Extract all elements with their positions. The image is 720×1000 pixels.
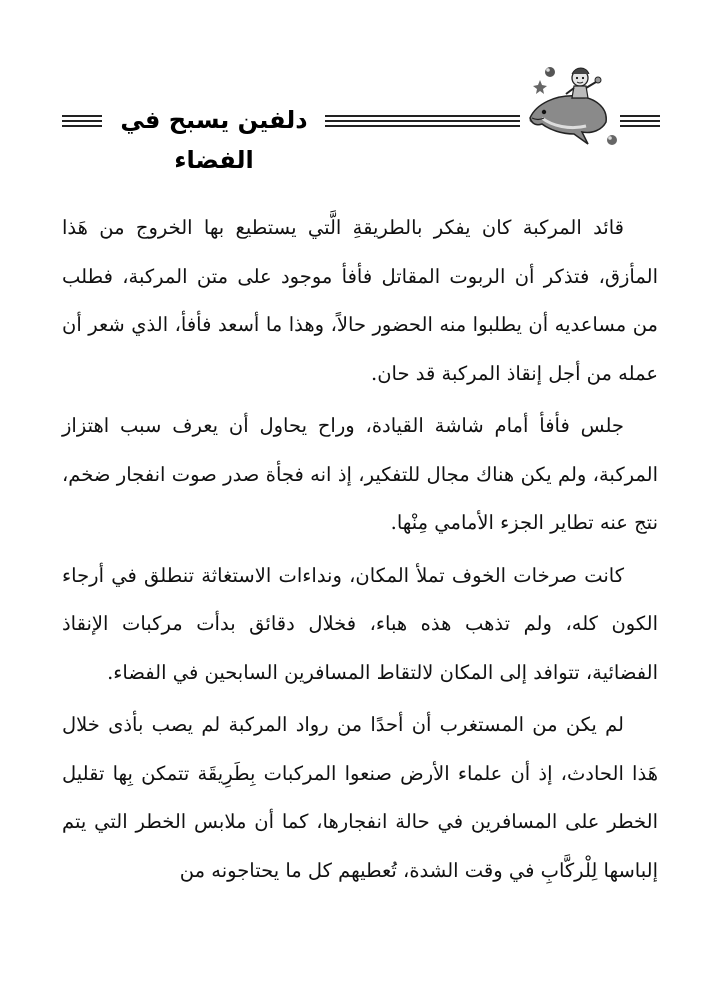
header-rule-right bbox=[620, 115, 660, 127]
paragraph: لم يكن من المستغرب أن أحدًا من رواد المركبة لم يصب بأذى خلال هَذا الحادث، إذ أن علماء الأرض صنعوا المركبات بِطَرِيقَة تتمكن بِها تقليل الخطر على المسافرين في حالة انفجارها، كما أن ملابس الخطر التي يتم إلباسها لِلْركَّابِ في وقت الشدة، تُعطيهم كل ما يحتاجونه من bbox=[62, 713, 658, 882]
dolphin-with-child-logo-icon bbox=[522, 60, 622, 150]
paragraph: كانت صرخات الخوف تملأ المكان، ونداءات الاستغاثة تنطلق في أرجاء الكون كله، ولم تذهب هذه هباء، فخلال دقائق بدأت مركبات الإنقاذ الفضائية، تتوافد إلى المكان لالتقاط المسافرين السابحين في الفضاء. bbox=[62, 563, 658, 684]
paragraph: جلس فأفأ أمام شاشة القيادة، وراح يحاول أن يعرف سبب اهتزاز المركبة، ولم يكن هناك مجال للتفكير، إذ انه فجأة صدر صوت انفجار ضخم، نتج عنه تطاير الجزء الأمامي مِنْها. bbox=[62, 414, 658, 534]
header-rule-middle bbox=[325, 115, 520, 127]
story-text bbox=[62, 204, 658, 899]
paragraph: قائد المركبة كان يفكر بالطريقةِ الَّتي يستطيع بها الخروج من هَذا المأزق، فتذكر أن الربوت المقاتل فأفأ موجود على متن المركبة، فطلب من مساعديه أن يطلبوا منه الحضور حالاً، وهذا ما أسعد فأفأ، الذي شعر أن عمله من أجل إنقاذ المركبة قد حان. bbox=[62, 216, 658, 385]
page-header bbox=[60, 60, 660, 174]
header-rule-left bbox=[62, 115, 102, 127]
book-title: دلفين يسبح في الفضاء bbox=[120, 106, 308, 174]
